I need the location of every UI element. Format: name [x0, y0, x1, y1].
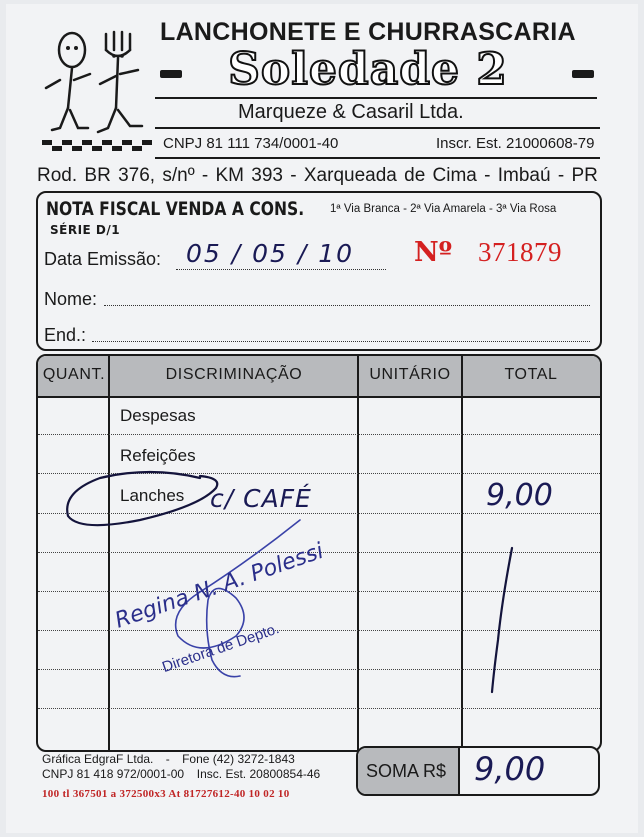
address-label: End.:	[44, 325, 87, 345]
address-line	[92, 341, 590, 342]
item-lanches: Lanches	[120, 486, 185, 505]
stamp-role: Diretora de Depto.	[160, 620, 282, 677]
table-row-line	[38, 434, 600, 435]
company-cnpj: CNPJ 81 111 734/0001-40	[163, 135, 339, 152]
header-discriminacao: DISCRIMINAÇÃO	[165, 366, 303, 383]
header-total: TOTAL	[504, 366, 558, 383]
date-value: 05 / 05 / 10	[186, 239, 355, 268]
sum-value: 9,00	[474, 750, 546, 788]
table-row-line	[38, 669, 600, 670]
date-line	[176, 269, 386, 270]
stamp-name: Regina N. A. Polessi	[112, 538, 327, 634]
header-rule-top	[155, 97, 597, 99]
table-row-line	[38, 708, 600, 709]
business-type-title: LANCHONETE E CHURRASCARIA	[160, 18, 576, 46]
brand-dash-left	[160, 70, 182, 78]
copy-colors-note: 1ª Via Branca - 2ª Via Amarela - 3ª Via Rosa	[330, 203, 557, 215]
printer-cnpj: CNPJ 81 418 972/0001-00	[42, 767, 185, 781]
col-divider	[108, 356, 110, 750]
brand-row	[158, 44, 600, 95]
table-row-line	[38, 473, 600, 474]
col-divider	[461, 356, 463, 750]
sum-label: SOMA R$	[366, 761, 447, 781]
company-inscr: Inscr. Est. 21000608-79	[436, 135, 595, 152]
handwritten-total: 9,00	[486, 478, 553, 513]
invoice-series: SÉRIE D/1	[50, 223, 121, 237]
header-quant: QUANT.	[42, 366, 106, 383]
company-name: Marqueze & Casaril Ltda.	[238, 101, 464, 123]
printer-inscr: Insc. Est. 20800854-46	[196, 767, 321, 781]
brand-dash-right	[572, 70, 594, 78]
aidf-authorization: 100 tl 367501 a 372500x3 At 81727612-40 10 02 10	[42, 788, 290, 800]
header-unitario: UNITÁRIO	[369, 366, 451, 383]
handwritten-description: c/ CAFÉ	[210, 484, 312, 513]
printer-name: Gráfica EdgraF Ltda.	[42, 752, 154, 766]
table-row-line	[38, 513, 600, 514]
printer-info: Gráfica EdgraF Ltda. - Fone (42) 3272-1843 CNPJ 81 418 972/0001-00 Insc. Est. 20800854-46	[42, 752, 321, 781]
brand-name: Soledade 2	[228, 44, 508, 95]
header-rule-bottom	[155, 157, 600, 159]
date-label: Data Emissão:	[44, 249, 162, 269]
name-line	[104, 305, 590, 306]
name-label: Nome:	[44, 289, 98, 309]
item-despesas: Despesas	[120, 406, 196, 425]
printer-phone: Fone (42) 3272-1843	[182, 752, 295, 766]
header-rule-mid	[155, 127, 600, 129]
table-row-line	[38, 591, 600, 592]
cutlery-mascot-logo	[38, 28, 158, 156]
invoice-header-box	[36, 191, 602, 351]
col-divider	[357, 356, 359, 750]
invoice-number: 371879	[478, 237, 562, 267]
invoice-number-sign: Nº	[414, 237, 453, 268]
invoice-title: NOTA FISCAL VENDA A CONS.	[46, 198, 305, 220]
company-address: Rod. BR 376, s/nº - KM 393 - Xarqueada de Cima - Imbaú - PR	[37, 165, 598, 186]
item-refeicoes: Refeições	[120, 446, 196, 465]
